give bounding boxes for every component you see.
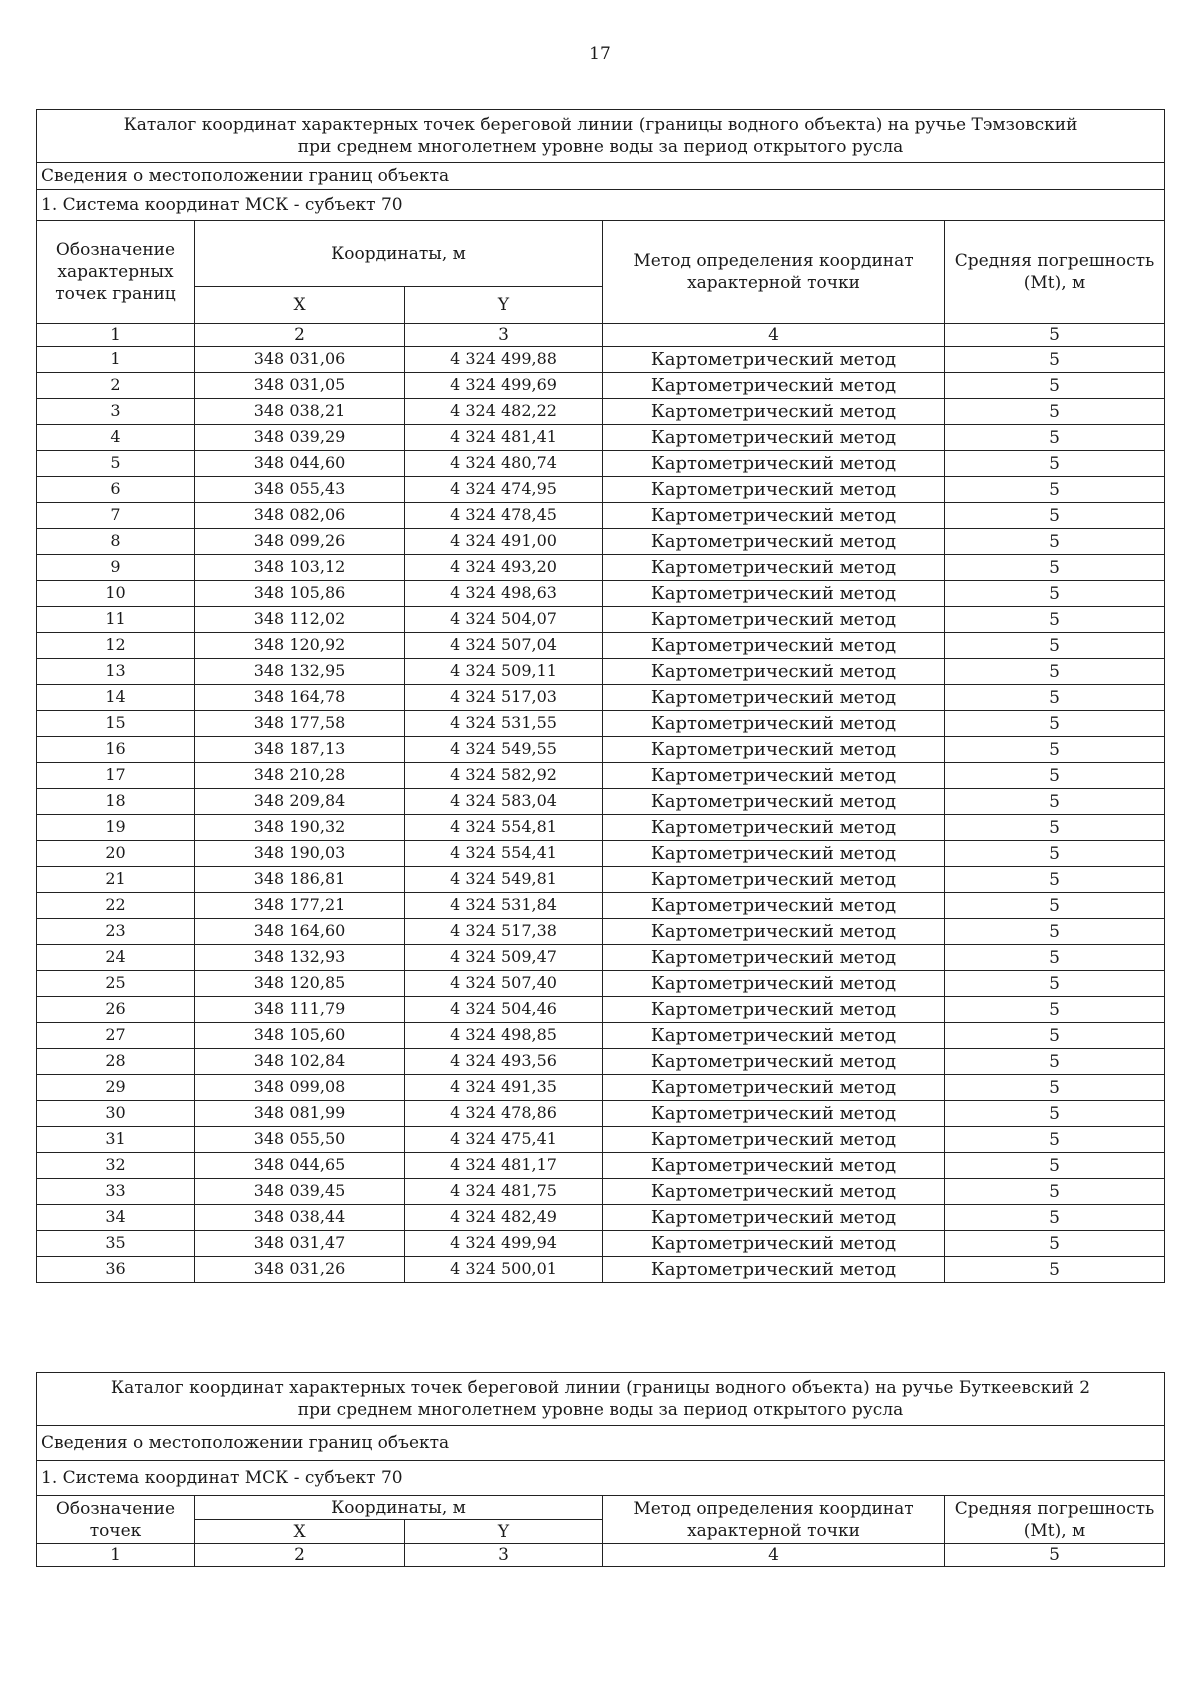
cell-method: Картометрический метод [603, 919, 945, 945]
cell-x: 348 039,45 [195, 1179, 405, 1205]
cell-error: 5 [945, 529, 1165, 555]
catalog-title-line2: при среднем многолетнем уровне воды за период открытого русла [297, 137, 904, 158]
cell-y: 4 324 507,40 [405, 971, 603, 997]
cell-method: Картометрический метод [603, 945, 945, 971]
column-index: 2 [195, 324, 405, 347]
cell-method: Картометрический метод [603, 1205, 945, 1231]
cell-point-number: 21 [37, 867, 195, 893]
cell-error: 5 [945, 763, 1165, 789]
cell-error: 5 [945, 1101, 1165, 1127]
table-row [37, 1049, 1165, 1075]
table-row [37, 399, 1165, 425]
cell-y: 4 324 531,84 [405, 893, 603, 919]
cell-error: 5 [945, 1049, 1165, 1075]
header-designation: Обозначение точек [37, 1496, 195, 1544]
cell-point-number: 23 [37, 919, 195, 945]
cell-point-number: 6 [37, 477, 195, 503]
header-y: Y [405, 287, 603, 324]
cell-error: 5 [945, 919, 1165, 945]
cell-method: Картометрический метод [603, 1127, 945, 1153]
cell-point-number: 11 [37, 607, 195, 633]
catalog-title-line1: Каталог координат характерных точек береговой линии (границы водного объекта) на ручье Тэмзовский [123, 115, 1078, 135]
cell-point-number: 28 [37, 1049, 195, 1075]
cell-x: 348 103,12 [195, 555, 405, 581]
cell-y: 4 324 482,22 [405, 399, 603, 425]
catalog-title-line2: при среднем многолетнем уровне воды за период открытого русла [297, 1400, 904, 1421]
cell-error: 5 [945, 373, 1165, 399]
cell-method: Картометрический метод [603, 477, 945, 503]
cell-x: 348 031,06 [195, 347, 405, 373]
cell-method: Картометрический метод [603, 529, 945, 555]
cell-y: 4 324 554,41 [405, 841, 603, 867]
cell-error: 5 [945, 1231, 1165, 1257]
cell-point-number: 31 [37, 1127, 195, 1153]
column-index: 5 [945, 1544, 1165, 1567]
cell-method: Картометрический метод [603, 425, 945, 451]
table-row [37, 763, 1165, 789]
table-row [37, 477, 1165, 503]
cell-error: 5 [945, 581, 1165, 607]
header-error: Средняя погрешность (Mt), м [945, 221, 1165, 324]
cell-error: 5 [945, 659, 1165, 685]
cell-point-number: 18 [37, 789, 195, 815]
cell-method: Картометрический метод [603, 867, 945, 893]
cell-method: Картометрический метод [603, 1179, 945, 1205]
cell-x: 348 031,26 [195, 1257, 405, 1283]
table-row [37, 451, 1165, 477]
cell-point-number: 9 [37, 555, 195, 581]
coordinate-system: 1. Система координат МСК - субъект 70 [37, 1461, 1165, 1496]
cell-x: 348 209,84 [195, 789, 405, 815]
cell-y: 4 324 531,55 [405, 711, 603, 737]
cell-point-number: 15 [37, 711, 195, 737]
cell-x: 348 105,60 [195, 1023, 405, 1049]
cell-point-number: 24 [37, 945, 195, 971]
column-index: 1 [37, 1544, 195, 1567]
cell-x: 348 038,21 [195, 399, 405, 425]
column-index: 4 [603, 1544, 945, 1567]
cell-x: 348 031,47 [195, 1231, 405, 1257]
table-row [37, 945, 1165, 971]
cell-x: 348 120,92 [195, 633, 405, 659]
cell-point-number: 4 [37, 425, 195, 451]
cell-method: Картометрический метод [603, 373, 945, 399]
cell-y: 4 324 478,86 [405, 1101, 603, 1127]
cell-error: 5 [945, 867, 1165, 893]
cell-method: Картометрический метод [603, 685, 945, 711]
table-row [37, 789, 1165, 815]
table-row [37, 867, 1165, 893]
cell-y: 4 324 499,69 [405, 373, 603, 399]
cell-x: 348 190,03 [195, 841, 405, 867]
cell-method: Картометрический метод [603, 555, 945, 581]
cell-y: 4 324 481,17 [405, 1153, 603, 1179]
cell-method: Картометрический метод [603, 607, 945, 633]
cell-point-number: 30 [37, 1101, 195, 1127]
cell-method: Картометрический метод [603, 711, 945, 737]
cell-y: 4 324 493,20 [405, 555, 603, 581]
cell-method: Картометрический метод [603, 971, 945, 997]
cell-error: 5 [945, 711, 1165, 737]
cell-y: 4 324 583,04 [405, 789, 603, 815]
cell-point-number: 20 [37, 841, 195, 867]
cell-error: 5 [945, 685, 1165, 711]
header-designation: Обозначение характерных точек границ [37, 221, 195, 324]
cell-point-number: 13 [37, 659, 195, 685]
cell-y: 4 324 482,49 [405, 1205, 603, 1231]
cell-error: 5 [945, 399, 1165, 425]
cell-y: 4 324 475,41 [405, 1127, 603, 1153]
cell-y: 4 324 554,81 [405, 815, 603, 841]
cell-y: 4 324 504,07 [405, 607, 603, 633]
cell-y: 4 324 481,41 [405, 425, 603, 451]
cell-point-number: 36 [37, 1257, 195, 1283]
cell-x: 348 164,60 [195, 919, 405, 945]
table-row [37, 1101, 1165, 1127]
cell-point-number: 35 [37, 1231, 195, 1257]
header-x: X [195, 1520, 405, 1544]
cell-error: 5 [945, 945, 1165, 971]
cell-error: 5 [945, 971, 1165, 997]
cell-x: 348 112,02 [195, 607, 405, 633]
cell-error: 5 [945, 347, 1165, 373]
cell-x: 348 177,21 [195, 893, 405, 919]
cell-error: 5 [945, 789, 1165, 815]
catalog-title [37, 110, 1165, 163]
table-row [37, 893, 1165, 919]
cell-y: 4 324 504,46 [405, 997, 603, 1023]
cell-y: 4 324 499,94 [405, 1231, 603, 1257]
table-row [37, 425, 1165, 451]
cell-y: 4 324 549,81 [405, 867, 603, 893]
cell-y: 4 324 499,88 [405, 347, 603, 373]
cell-method: Картометрический метод [603, 633, 945, 659]
table-row [37, 685, 1165, 711]
cell-x: 348 187,13 [195, 737, 405, 763]
cell-y: 4 324 491,00 [405, 529, 603, 555]
table-row [37, 1127, 1165, 1153]
cell-error: 5 [945, 815, 1165, 841]
table-row [37, 607, 1165, 633]
cell-y: 4 324 498,85 [405, 1023, 603, 1049]
table-row [37, 815, 1165, 841]
cell-y: 4 324 498,63 [405, 581, 603, 607]
cell-method: Картометрический метод [603, 1049, 945, 1075]
table-row [37, 711, 1165, 737]
cell-method: Картометрический метод [603, 1023, 945, 1049]
cell-point-number: 12 [37, 633, 195, 659]
cell-x: 348 132,93 [195, 945, 405, 971]
cell-method: Картометрический метод [603, 789, 945, 815]
cell-point-number: 2 [37, 373, 195, 399]
cell-method: Картометрический метод [603, 1231, 945, 1257]
cell-y: 4 324 549,55 [405, 737, 603, 763]
column-index: 2 [195, 1544, 405, 1567]
coordinates-table-temzovsky [36, 109, 1165, 1283]
cell-method: Картометрический метод [603, 659, 945, 685]
catalog-title-line1: Каталог координат характерных точек береговой линии (границы водного объекта) на ручье Буткеевский 2 [110, 1378, 1091, 1398]
table-row [37, 1153, 1165, 1179]
cell-point-number: 22 [37, 893, 195, 919]
cell-x: 348 102,84 [195, 1049, 405, 1075]
section-heading: Сведения о местоположении границ объекта [37, 163, 1165, 190]
column-index: 1 [37, 324, 195, 347]
cell-error: 5 [945, 477, 1165, 503]
column-index: 4 [603, 324, 945, 347]
cell-point-number: 5 [37, 451, 195, 477]
cell-y: 4 324 493,56 [405, 1049, 603, 1075]
cell-error: 5 [945, 1257, 1165, 1283]
cell-error: 5 [945, 425, 1165, 451]
cell-method: Картометрический метод [603, 997, 945, 1023]
cell-error: 5 [945, 1023, 1165, 1049]
cell-method: Картометрический метод [603, 1101, 945, 1127]
cell-y: 4 324 478,45 [405, 503, 603, 529]
cell-x: 348 038,44 [195, 1205, 405, 1231]
column-index: 3 [405, 1544, 603, 1567]
cell-x: 348 099,08 [195, 1075, 405, 1101]
cell-x: 348 081,99 [195, 1101, 405, 1127]
table-row [37, 347, 1165, 373]
cell-method: Картометрический метод [603, 815, 945, 841]
cell-error: 5 [945, 893, 1165, 919]
cell-point-number: 33 [37, 1179, 195, 1205]
cell-x: 348 111,79 [195, 997, 405, 1023]
cell-method: Картометрический метод [603, 347, 945, 373]
cell-method: Картометрический метод [603, 1257, 945, 1283]
cell-point-number: 10 [37, 581, 195, 607]
cell-point-number: 1 [37, 347, 195, 373]
table-row [37, 373, 1165, 399]
cell-x: 348 082,06 [195, 503, 405, 529]
table-row [37, 503, 1165, 529]
table-row [37, 581, 1165, 607]
cell-error: 5 [945, 555, 1165, 581]
cell-point-number: 14 [37, 685, 195, 711]
cell-error: 5 [945, 737, 1165, 763]
cell-error: 5 [945, 841, 1165, 867]
cell-x: 348 120,85 [195, 971, 405, 997]
cell-x: 348 177,58 [195, 711, 405, 737]
cell-point-number: 29 [37, 1075, 195, 1101]
cell-x: 348 039,29 [195, 425, 405, 451]
table-row [37, 737, 1165, 763]
cell-x: 348 164,78 [195, 685, 405, 711]
cell-point-number: 16 [37, 737, 195, 763]
cell-point-number: 27 [37, 1023, 195, 1049]
cell-y: 4 324 507,04 [405, 633, 603, 659]
header-x: X [195, 287, 405, 324]
cell-y: 4 324 582,92 [405, 763, 603, 789]
table-row [37, 659, 1165, 685]
cell-point-number: 7 [37, 503, 195, 529]
table-row [37, 1179, 1165, 1205]
cell-x: 348 055,43 [195, 477, 405, 503]
page-number: 17 [589, 44, 611, 64]
cell-error: 5 [945, 1153, 1165, 1179]
table-row [37, 919, 1165, 945]
cell-error: 5 [945, 1075, 1165, 1101]
header-coordinates: Координаты, м [195, 1496, 603, 1520]
cell-method: Картометрический метод [603, 893, 945, 919]
cell-x: 348 132,95 [195, 659, 405, 685]
cell-y: 4 324 509,47 [405, 945, 603, 971]
header-method: Метод определения координат характерной точки [603, 1496, 945, 1544]
header-method: Метод определения координат характерной точки [603, 221, 945, 324]
cell-error: 5 [945, 997, 1165, 1023]
cell-point-number: 25 [37, 971, 195, 997]
table-row [37, 633, 1165, 659]
cell-error: 5 [945, 451, 1165, 477]
cell-y: 4 324 517,38 [405, 919, 603, 945]
cell-y: 4 324 509,11 [405, 659, 603, 685]
coordinate-system: 1. Система координат МСК - субъект 70 [37, 190, 1165, 221]
cell-error: 5 [945, 607, 1165, 633]
cell-point-number: 26 [37, 997, 195, 1023]
cell-method: Картометрический метод [603, 841, 945, 867]
section-heading: Сведения о местоположении границ объекта [37, 1426, 1165, 1461]
cell-point-number: 3 [37, 399, 195, 425]
cell-point-number: 34 [37, 1205, 195, 1231]
cell-x: 348 210,28 [195, 763, 405, 789]
header-y: Y [405, 1520, 603, 1544]
header-error: Средняя погрешность (Mt), м [945, 1496, 1165, 1544]
table-row [37, 1231, 1165, 1257]
cell-error: 5 [945, 633, 1165, 659]
cell-point-number: 8 [37, 529, 195, 555]
cell-error: 5 [945, 503, 1165, 529]
cell-method: Картометрический метод [603, 503, 945, 529]
cell-y: 4 324 480,74 [405, 451, 603, 477]
cell-y: 4 324 481,75 [405, 1179, 603, 1205]
column-index: 5 [945, 324, 1165, 347]
cell-y: 4 324 500,01 [405, 1257, 603, 1283]
cell-error: 5 [945, 1127, 1165, 1153]
cell-point-number: 19 [37, 815, 195, 841]
header-coordinates: Координаты, м [195, 221, 603, 287]
cell-x: 348 031,05 [195, 373, 405, 399]
table-row [37, 529, 1165, 555]
table-row [37, 1205, 1165, 1231]
catalog-title [37, 1373, 1165, 1426]
cell-y: 4 324 491,35 [405, 1075, 603, 1101]
cell-method: Картометрический метод [603, 1153, 945, 1179]
table-row [37, 997, 1165, 1023]
cell-point-number: 32 [37, 1153, 195, 1179]
cell-x: 348 055,50 [195, 1127, 405, 1153]
cell-method: Картометрический метод [603, 763, 945, 789]
column-index: 3 [405, 324, 603, 347]
table-row [37, 971, 1165, 997]
cell-x: 348 099,26 [195, 529, 405, 555]
cell-y: 4 324 474,95 [405, 477, 603, 503]
cell-x: 348 044,65 [195, 1153, 405, 1179]
table-row [37, 1075, 1165, 1101]
coordinates-table-butkeevsky [36, 1372, 1165, 1567]
cell-method: Картометрический метод [603, 581, 945, 607]
table-row [37, 1257, 1165, 1283]
cell-method: Картометрический метод [603, 399, 945, 425]
table-row [37, 1023, 1165, 1049]
cell-y: 4 324 517,03 [405, 685, 603, 711]
cell-method: Картометрический метод [603, 451, 945, 477]
cell-method: Картометрический метод [603, 1075, 945, 1101]
cell-x: 348 186,81 [195, 867, 405, 893]
cell-point-number: 17 [37, 763, 195, 789]
cell-x: 348 105,86 [195, 581, 405, 607]
cell-method: Картометрический метод [603, 737, 945, 763]
cell-x: 348 044,60 [195, 451, 405, 477]
table-row [37, 555, 1165, 581]
cell-error: 5 [945, 1179, 1165, 1205]
cell-x: 348 190,32 [195, 815, 405, 841]
cell-error: 5 [945, 1205, 1165, 1231]
table-row [37, 841, 1165, 867]
